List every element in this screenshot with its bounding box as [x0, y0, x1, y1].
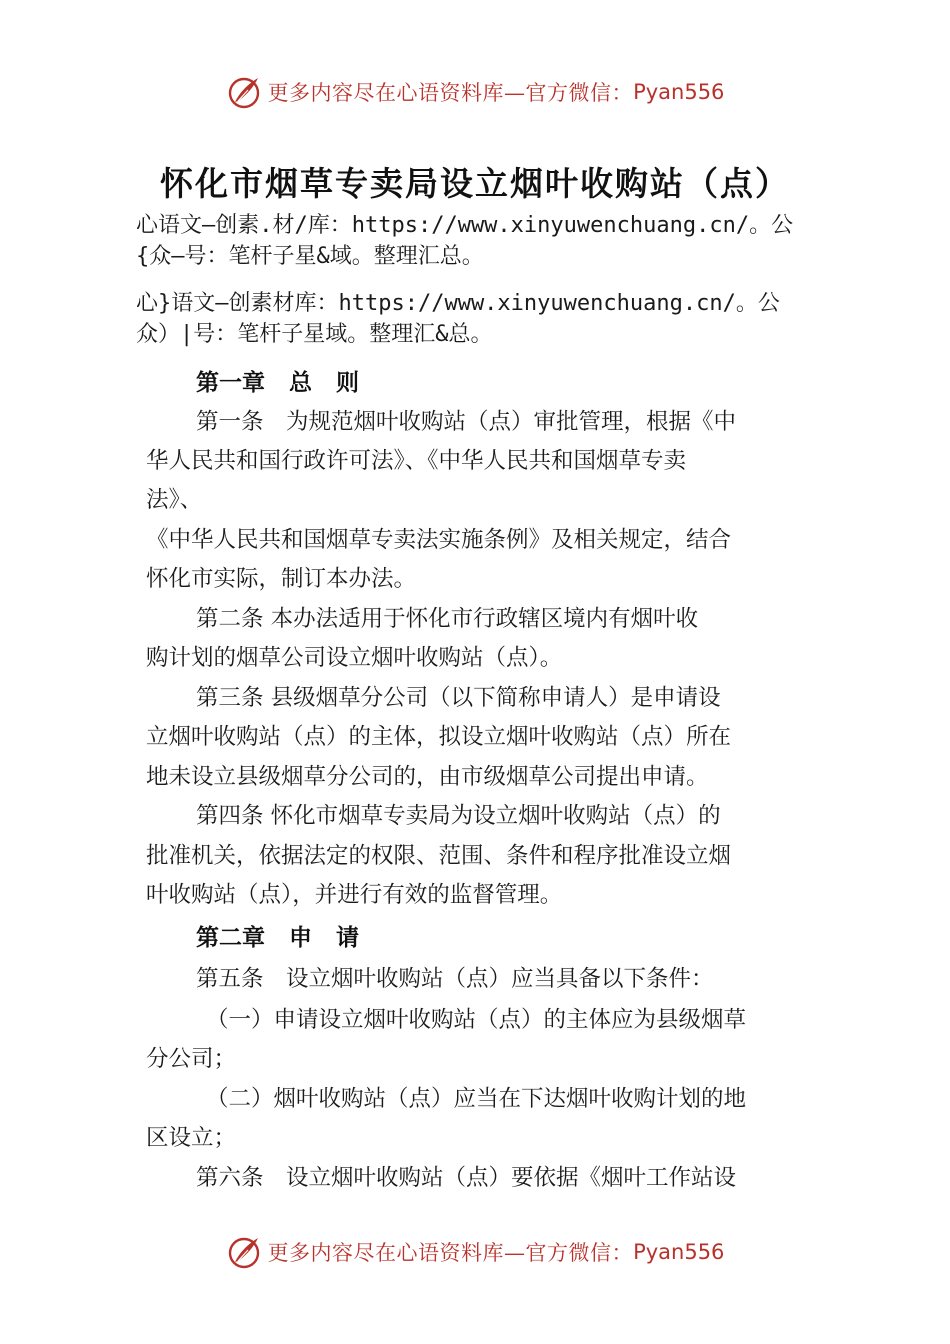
banner-text: 更多内容尽在心语资料库—官方微信：	[267, 1241, 634, 1265]
source-line: 心}语文—创素材库：https://www.xinyuwenchuang.cn/。公	[136, 291, 780, 316]
wechat-id: Pyan556	[633, 80, 725, 104]
chapter-word: 则	[336, 370, 359, 396]
source-line: 众）|号：笔杆子星域。整理汇&总。	[136, 322, 493, 347]
body-line: 购计划的烟草公司设立烟叶收购站（点）。	[146, 645, 563, 671]
quill-logo-icon	[226, 1234, 262, 1270]
chapter-word: 申	[289, 925, 312, 951]
body-line: 立烟叶收购站（点）的主体，拟设立烟叶收购站（点）所在	[146, 724, 732, 750]
body-line: 第一条 为规范烟叶收购站（点）审批管理，根据《中	[196, 409, 737, 435]
chapter-heading	[196, 364, 359, 397]
body-line: 《中华人民共和国烟草专卖法实施条例》及相关规定，结合	[146, 527, 732, 553]
body-line: 区设立；	[146, 1125, 237, 1151]
body-line: 法》、	[146, 487, 203, 513]
chapter-number: 第一章	[196, 370, 265, 396]
chapter-heading	[196, 919, 359, 952]
body-line: 怀化市实际，制订本办法。	[146, 566, 417, 592]
body-line: 第六条 设立烟叶收购站（点）要依据《烟叶工作站设	[196, 1165, 737, 1191]
wechat-id: Pyan556	[633, 1240, 725, 1264]
body-line: 第三条 县级烟草分公司（以下简称申请人）是申请设	[196, 685, 721, 711]
body-line: 华人民共和国行政许可法》、《中华人民共和国烟草专卖	[146, 448, 687, 474]
chapter-word: 请	[336, 925, 359, 951]
body-line: 第四条 怀化市烟草专卖局为设立烟叶收购站（点）的	[196, 803, 721, 829]
body-line: 叶收购站（点），并进行有效的监督管理。	[146, 882, 563, 908]
body-line: 批准机关，依据法定的权限、范围、条件和程序批准设立烟	[146, 843, 732, 869]
source-line: 心语文—创素.材/库：https://www.xinyuwenchuang.cn/。公	[136, 213, 794, 238]
source-line: {众—号：笔杆子星&域。整理汇总。	[136, 244, 484, 269]
chapter-number: 第二章	[196, 925, 265, 951]
document-title: 怀化市烟草专卖局设立烟叶收购站（点）	[160, 164, 790, 203]
footer-banner	[0, 1232, 950, 1272]
chapter-word: 总	[289, 370, 312, 396]
body-line: 分公司；	[146, 1046, 237, 1072]
body-line: 第五条 设立烟叶收购站（点）应当具备以下条件：	[196, 966, 714, 992]
body-line: （一）申请设立烟叶收购站（点）的主体应为县级烟草	[206, 1007, 747, 1033]
body-line: 地未设立县级烟草分公司的，由市级烟草公司提出申请。	[146, 764, 709, 790]
banner-text: 更多内容尽在心语资料库—官方微信：	[267, 81, 634, 105]
quill-logo-icon	[226, 74, 262, 110]
header-banner	[0, 72, 950, 112]
body-line: （二）烟叶收购站（点）应当在下达烟叶收购计划的地	[206, 1086, 747, 1112]
body-line: 第二条 本办法适用于怀化市行政辖区境内有烟叶收	[196, 606, 699, 632]
